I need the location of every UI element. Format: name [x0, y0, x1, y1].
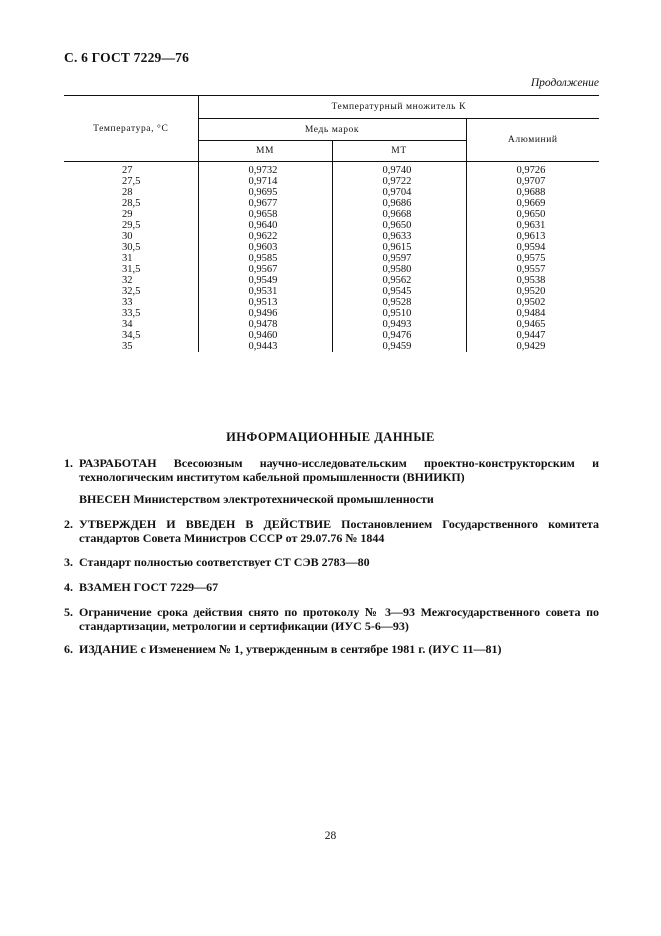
cell-mm: 0,9585 [198, 253, 332, 264]
cell-aluminium: 0,9594 [466, 242, 599, 253]
info-item-2: 2. УТВЕРЖДЕН И ВВЕДЕН В ДЕЙСТВИЕ Постановлением Государственного комитета стандартов Совета Министров СССР от 29.07.76 № 1844 [64, 517, 599, 545]
cell-aluminium: 0,9447 [466, 330, 599, 341]
cell-mt: 0,9528 [332, 297, 466, 308]
cell-temperature: 30,5 [122, 242, 141, 253]
cell-mt: 0,9459 [332, 341, 466, 352]
info-item-introduced: ВНЕСЕН Министерством электротехнической промышленности [79, 492, 434, 506]
continuation-label: Продолжение [530, 77, 599, 89]
table-row [64, 187, 599, 198]
cell-aluminium: 0,9502 [466, 297, 599, 308]
cell-mt: 0,9650 [332, 220, 466, 231]
cell-aluminium: 0,9520 [466, 286, 599, 297]
table-row [64, 220, 599, 231]
cell-mt: 0,9740 [332, 162, 466, 177]
cell-mt: 0,9704 [332, 187, 466, 198]
cell-temperature: 27,5 [122, 176, 141, 187]
cell-temperature: 30 [122, 231, 133, 242]
cell-mm: 0,9567 [198, 264, 332, 275]
info-item-3: 3. Стандарт полностью соответствует СТ СЭВ 2783—80 [64, 555, 370, 569]
cell-temperature: 34 [122, 319, 133, 330]
cell-aluminium: 0,9707 [466, 176, 599, 187]
cell-temperature: 35 [122, 341, 133, 352]
cell-mm: 0,9695 [198, 187, 332, 198]
cell-mm: 0,9478 [198, 319, 332, 330]
cell-aluminium: 0,9575 [466, 253, 599, 264]
cell-mm: 0,9549 [198, 275, 332, 286]
table-row [64, 162, 599, 177]
table-row [64, 341, 599, 352]
cell-mt: 0,9476 [332, 330, 466, 341]
cell-aluminium: 0,9669 [466, 198, 599, 209]
page-header: С. 6 ГОСТ 7229—76 [64, 50, 190, 65]
cell-mt: 0,9545 [332, 286, 466, 297]
temperature-multiplier-table [64, 95, 599, 352]
col-header-copper: Медь марок [198, 119, 466, 141]
table-row [64, 198, 599, 209]
cell-mt: 0,9493 [332, 319, 466, 330]
cell-aluminium: 0,9557 [466, 264, 599, 275]
cell-aluminium: 0,9484 [466, 308, 599, 319]
cell-mt: 0,9722 [332, 176, 466, 187]
table-row [64, 176, 599, 187]
col-header-mm: ММ [198, 141, 332, 162]
cell-aluminium: 0,9465 [466, 319, 599, 330]
cell-mm: 0,9513 [198, 297, 332, 308]
table-body [64, 162, 599, 353]
table-row [64, 297, 599, 308]
table-row [64, 275, 599, 286]
cell-mm: 0,9677 [198, 198, 332, 209]
table-row [64, 264, 599, 275]
cell-temperature: 32,5 [122, 286, 141, 297]
cell-temperature: 27 [122, 165, 133, 176]
cell-temperature: 33,5 [122, 308, 141, 319]
cell-temperature: 28,5 [122, 198, 141, 209]
cell-mm: 0,9460 [198, 330, 332, 341]
col-header-multiplier: Температурный множитель К [198, 96, 599, 119]
col-header-mt: МТ [332, 141, 466, 162]
cell-aluminium: 0,9726 [466, 162, 599, 177]
cell-mt: 0,9615 [332, 242, 466, 253]
cell-temperature: 29,5 [122, 220, 141, 231]
table-row [64, 319, 599, 330]
cell-aluminium: 0,9538 [466, 275, 599, 286]
cell-mm: 0,9732 [198, 162, 332, 177]
cell-aluminium: 0,9429 [466, 341, 599, 352]
page-number: 28 [324, 830, 337, 842]
cell-mm: 0,9640 [198, 220, 332, 231]
cell-mt: 0,9597 [332, 253, 466, 264]
table-row [64, 308, 599, 319]
cell-mm: 0,9443 [198, 341, 332, 352]
cell-mt: 0,9668 [332, 209, 466, 220]
table-row [64, 242, 599, 253]
cell-aluminium: 0,9650 [466, 209, 599, 220]
info-item-1: 1. РАЗРАБОТАН Всесоюзным научно-исследовательским проектно-конструкторским и технологическим институтом кабельной промышленности (ВНИИКП) [64, 456, 599, 484]
cell-temperature: 31,5 [122, 264, 141, 275]
info-section-title: ИНФОРМАЦИОННЫЕ ДАННЫЕ [226, 430, 435, 444]
col-header-aluminium: Алюминий [466, 119, 599, 162]
cell-temperature: 31 [122, 253, 133, 264]
cell-mm: 0,9496 [198, 308, 332, 319]
cell-aluminium: 0,9631 [466, 220, 599, 231]
table-row [64, 286, 599, 297]
cell-temperature: 28 [122, 187, 133, 198]
cell-mt: 0,9580 [332, 264, 466, 275]
info-item-5: 5. Ограничение срока действия снято по протоколу № 3—93 Межгосударственного совета по стандартизации, метрологии и сертификации (ИУС 5-6—93) [64, 605, 599, 633]
col-header-temperature: Температура, °С [64, 96, 198, 162]
table-row [64, 209, 599, 220]
cell-mt: 0,9562 [332, 275, 466, 286]
cell-temperature: 33 [122, 297, 133, 308]
info-item-6: 6. ИЗДАНИЕ с Изменением № 1, утвержденным в сентябре 1981 г. (ИУС 11—81) [64, 642, 502, 656]
cell-mm: 0,9603 [198, 242, 332, 253]
cell-temperature: 29 [122, 209, 133, 220]
cell-temperature: 32 [122, 275, 133, 286]
table-row [64, 253, 599, 264]
cell-mm: 0,9714 [198, 176, 332, 187]
cell-temperature: 34,5 [122, 330, 141, 341]
cell-aluminium: 0,9613 [466, 231, 599, 242]
cell-mt: 0,9633 [332, 231, 466, 242]
cell-mt: 0,9686 [332, 198, 466, 209]
info-item-4: 4. ВЗАМЕН ГОСТ 7229—67 [64, 580, 219, 594]
cell-mm: 0,9622 [198, 231, 332, 242]
table-row [64, 330, 599, 341]
cell-mm: 0,9658 [198, 209, 332, 220]
cell-mt: 0,9510 [332, 308, 466, 319]
cell-aluminium: 0,9688 [466, 187, 599, 198]
table-row [64, 231, 599, 242]
cell-mm: 0,9531 [198, 286, 332, 297]
